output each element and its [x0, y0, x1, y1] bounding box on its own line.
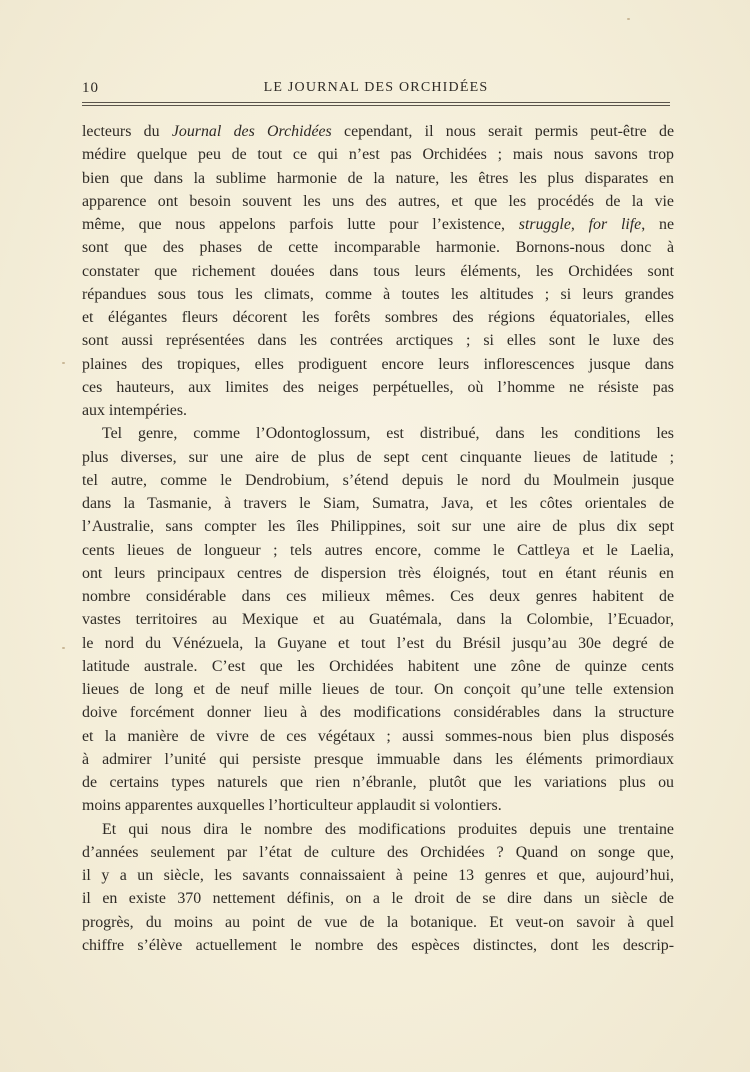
text-line: moins apparentes auxquelles l’horticulteur applaudit si volontiers.	[82, 797, 502, 815]
text-line: latitude australe. C’est que les Orchidées habitent une zône de quinze cents	[82, 657, 674, 675]
text-line: vastes territoires au Mexique et au Guatémala, dans la Colombie, l’Ecuador,	[82, 611, 674, 629]
text-line: et la manière de vivre de ces végétaux ; aussi sommes-nous bien plus disposés	[82, 727, 674, 745]
text-line: l’Australie, sans compter les îles Philippines, soit sur une aire de plus dix sept	[82, 518, 674, 536]
text-line: ont leurs principaux centres de dispersion très éloignés, tout en étant réunis en	[82, 564, 674, 582]
text-line: d’années seulement par l’état de culture des Orchidées ? Quand on songe que,	[82, 843, 674, 861]
header-rule-top	[82, 102, 670, 103]
running-title: LE JOURNAL DES ORCHIDÉES	[263, 80, 489, 95]
paper-speck	[627, 18, 630, 20]
text-line: nombre considérable dans ces milieux mêmes. Ces deux genres habitent de	[82, 588, 674, 605]
text-line	[82, 120, 674, 143]
text-line: apparence ont besoin souvent les uns des autres, et que les procédés de la vie	[82, 192, 674, 210]
text-line: plus diverses, sur une aire de plus de sept cent cinquante lieues de latitude ;	[82, 448, 674, 466]
text-line: sont que des phases de cette incomparable harmonie. Bornons-nous donc à	[82, 239, 674, 257]
body-text	[82, 120, 674, 957]
text-line: constater que richement douées dans tous leurs éléments, les Orchidées sont	[82, 262, 674, 280]
text-line	[82, 213, 674, 236]
text-segment: lecteurs du	[82, 123, 172, 140]
page-number: 10	[82, 80, 99, 96]
text-line: et élégantes fleurs décorent les forêts sombres des régions équatoriales, elles	[82, 309, 674, 326]
text-segment: , ne	[641, 216, 674, 233]
text-line: de certains types naturels que rien n’ébranle, plutôt que les variations plus ou	[82, 774, 674, 791]
text-line: répandues sous tous les climats, comme à toutes les altitudes ; si leurs grandes	[82, 285, 674, 303]
text-line: ces hauteurs, aux limites des neiges perpétuelles, où l’homme ne résiste pas	[82, 378, 674, 396]
text-segment: cependant, il nous serait permis peut-être de	[331, 123, 675, 140]
text-line: à admirer l’unité qui persiste presque immuable dans les éléments primordiaux	[82, 750, 674, 768]
page-header	[82, 80, 670, 100]
header-rule-bottom	[82, 105, 670, 106]
text-segment: même, que nous appelons parfois lutte pour l’existence,	[82, 216, 519, 233]
text-line: dans la Tasmanie, à travers le Siam, Sumatra, Java, et les côtes orientales de	[82, 495, 674, 512]
italic-text: Journal des Orchidées	[171, 123, 332, 140]
text-line: lieues de long et de neuf mille lieues de tour. On conçoit qu’une telle extension	[82, 681, 674, 698]
text-line: il en existe 370 nettement définis, on a le droit de se dire dans un siècle de	[82, 890, 674, 908]
text-line: bien que dans la sublime harmonie de la nature, les êtres les plus disparates en	[82, 169, 674, 187]
text-line: tel autre, comme le Dendrobium, s’étend depuis le nord du Moulmein jusque	[82, 471, 674, 489]
text-line: sont aussi représentées dans les contrées arctiques ; si elles sont le luxe des	[82, 332, 674, 350]
text-line: le nord du Vénézuela, la Guyane et tout l’est du Brésil jusqu’au 30e degré de	[82, 634, 674, 652]
text-line: cents lieues de longueur ; tels autres encore, comme le Cattleya et le Laelia,	[82, 541, 674, 559]
text-line: aux intempéries.	[82, 402, 188, 419]
text-line: il y a un siècle, les savants connaissaient à peine 13 genres et que, aujourd’hui,	[82, 867, 674, 884]
text-line: Tel genre, comme l’Odontoglossum, est distribué, dans les conditions les	[102, 425, 674, 443]
paper-speck	[62, 647, 65, 649]
text-line: doive forcément donner lieu à des modifications considérables dans la structure	[82, 704, 674, 722]
italic-text: struggle, for life	[518, 216, 642, 233]
text-line: chiffre s’élève actuellement le nombre des espèces distinctes, dont les descrip-	[82, 936, 674, 954]
text-line: plaines des tropiques, elles prodiguent encore leurs inflorescences jusque dans	[82, 355, 674, 373]
paper-speck	[62, 362, 65, 364]
text-line: Et qui nous dira le nombre des modifications produites depuis une trentaine	[102, 820, 674, 838]
text-line: médire quelque peu de tout ce qui n’est pas Orchidées ; mais nous savons trop	[82, 146, 674, 164]
text-line: progrès, du moins au point de vue de la botanique. Et veut-on savoir à quel	[82, 913, 674, 931]
